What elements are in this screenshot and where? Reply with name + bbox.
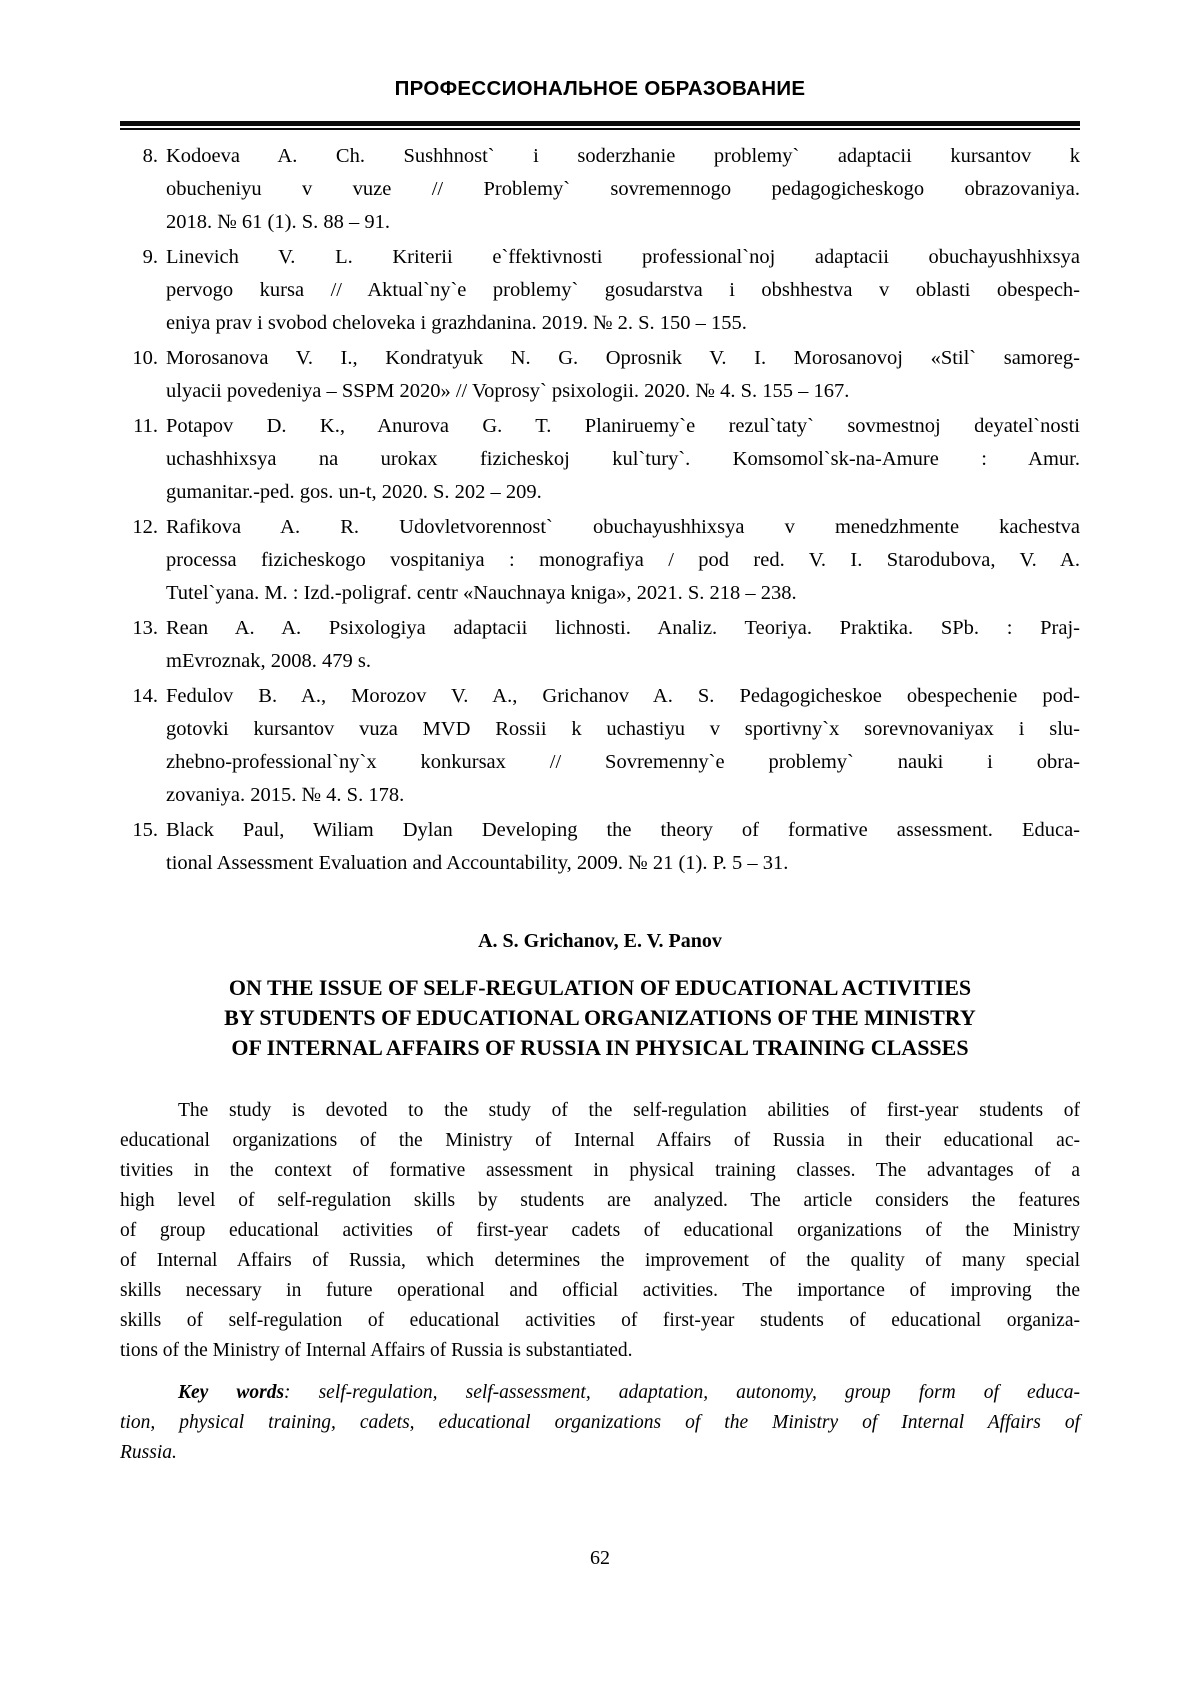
reference-line: Linevich V. L. Kriterii e`ffektivnosti professional`noj adaptacii obuchayushhixsya [166,246,1080,268]
reference-item [120,140,1080,239]
reference-line: Tutel`yana. M. : Izd.-poligraf. centr «Nauchnaya kniga», 2021. S. 218 – 238. [166,582,797,604]
reference-line: ulyacii povedeniya – SSPM 2020» // Voprosy` psixologii. 2020. № 4. S. 155 – 167. [166,380,850,402]
reference-number: 14. [132,685,158,707]
reference-line: Potapov D. K., Anurova G. T. Planiruemy`e rezul`taty` sovmestnoj deyatel`nosti [166,415,1080,437]
reference-line: gumanitar.-ped. gos. un-t, 2020. S. 202 – 209. [166,481,542,503]
keywords-line: Key words: self-regulation, self-assessment, adaptation, autonomy, group form of educa- [178,1382,1080,1403]
reference-item [120,680,1080,812]
reference-item [120,612,1080,678]
abstract-line: tions of the Ministry of Internal Affairs of Russia is substantiated. [120,1340,633,1361]
reference-item [120,342,1080,408]
reference-line: gotovki kursantov vuza MVD Rossii k uchastiyu v sportivny`x sorevnovaniyax i slu- [166,718,1080,740]
abstract-line: The study is devoted to the study of the self-regulation abilities of first-year students of [178,1100,1080,1121]
abstract-line: skills necessary in future operational and official activities. The importance of improving the [120,1280,1080,1301]
reference-line: uchashhixsya na urokax fizicheskoj kul`tury`. Komsomol`sk-na-Amure : Amur. [166,448,1080,470]
reference-line: zovaniya. 2015. № 4. S. 178. [166,784,405,806]
reference-line: tional Assessment Evaluation and Accountability, 2009. № 21 (1). P. 5 – 31. [166,852,789,874]
reference-line: Rafikova A. R. Udovletvorennost` obuchayushhixsya v menedzhmente kachestva [166,516,1080,538]
reference-number: 12. [132,516,158,538]
reference-number: 13. [132,617,158,639]
keywords-line: Russia. [120,1442,177,1463]
reference-text [166,612,1080,678]
title-line: OF INTERNAL AFFAIRS OF RUSSIA IN PHYSICAL TRAINING CLASSES [231,1035,969,1060]
reference-line: Kodoeva A. Ch. Sushhnost` i soderzhanie problemy` adaptacii kursantov k [166,145,1080,167]
reference-text [166,410,1080,509]
reference-number: 15. [132,819,158,841]
reference-line: pervogo kursa // Aktual`ny`e problemy` gosudarstva i obshhestva v oblasti obespech- [166,279,1080,301]
reference-text [166,241,1080,340]
running-header: ПРОФЕССИОНАЛЬНОЕ ОБРАЗОВАНИЕ [394,77,806,100]
abstract-line: high level of self-regulation skills by students are analyzed. The article considers the features [120,1190,1080,1211]
reference-number: 8. [142,145,158,167]
reference-item [120,814,1080,880]
reference-line: obucheniyu v vuze // Problemy` sovremennogo pedagogicheskogo obrazovaniya. [166,178,1080,200]
keywords-paragraph [120,1378,1080,1468]
title-line: ON THE ISSUE OF SELF-REGULATION OF EDUCATIONAL ACTIVITIES [228,975,972,1000]
abstract-line: skills of self-regulation of educational activities of first-year students of educational organiza- [120,1310,1080,1331]
abstract-line: of Internal Affairs of Russia, which determines the improvement of the quality of many special [120,1250,1080,1271]
reference-text [166,814,1080,880]
page-number: 62 [590,1547,610,1569]
reference-number: 9. [142,246,158,268]
reference-item [120,410,1080,509]
keywords-label: Key words [178,1382,285,1403]
abstract-line: tivities in the context of formative assessment in physical training classes. The advantages of a [120,1160,1080,1181]
reference-line: Morosanova V. I., Kondratyuk N. G. Oprosnik V. I. Morosanovoj «Stil` samoreg- [166,347,1080,369]
reference-line: Fedulov B. A., Morozov V. A., Grichanov A. S. Pedagogicheskoe obespechenie pod- [166,685,1080,707]
reference-number: 10. [132,347,158,369]
reference-line: Black Paul, Wiliam Dylan Developing the theory of formative assessment. Educa- [166,819,1080,841]
reference-line: mEvroznak, 2008. 479 s. [166,650,371,672]
reference-line: 2018. № 61 (1). S. 88 – 91. [166,211,390,233]
reference-text [166,680,1080,812]
reference-line: eniya prav i svobod cheloveka i grazhdanina. 2019. № 2. S. 150 – 155. [166,312,747,334]
article-title [120,973,1080,1063]
abstract-paragraph [120,1096,1080,1366]
authors-line: A. S. Grichanov, E. V. Panov [478,930,722,952]
reference-number: 11. [133,415,158,437]
reference-item [120,511,1080,610]
reference-line: processa fizicheskogo vospitaniya : monografiya / pod red. V. I. Starodubova, V. A. [166,549,1080,571]
reference-item [120,241,1080,340]
abstract-line: educational organizations of the Ministry of Internal Affairs of Russia in their educational ac- [120,1130,1080,1151]
header-rule [120,121,1080,130]
reference-text [166,511,1080,610]
reference-line: zhebno-professional`ny`x konkursax // Sovremenny`e problemy` nauki i obra- [166,751,1080,773]
reference-line: Rean A. A. Psixologiya adaptacii lichnosti. Analiz. Teoriya. Praktika. SPb. : Praj- [166,617,1080,639]
abstract-line: of group educational activities of first-year cadets of educational organizations of the Ministry [120,1220,1080,1241]
reference-text [166,342,1080,408]
reference-text [166,140,1080,239]
keywords-line: tion, physical training, cadets, educational organizations of the Ministry of Internal Affairs of [120,1412,1080,1433]
reference-list [120,140,1080,880]
title-line: BY STUDENTS OF EDUCATIONAL ORGANIZATIONS OF THE MINISTRY [224,1005,976,1030]
